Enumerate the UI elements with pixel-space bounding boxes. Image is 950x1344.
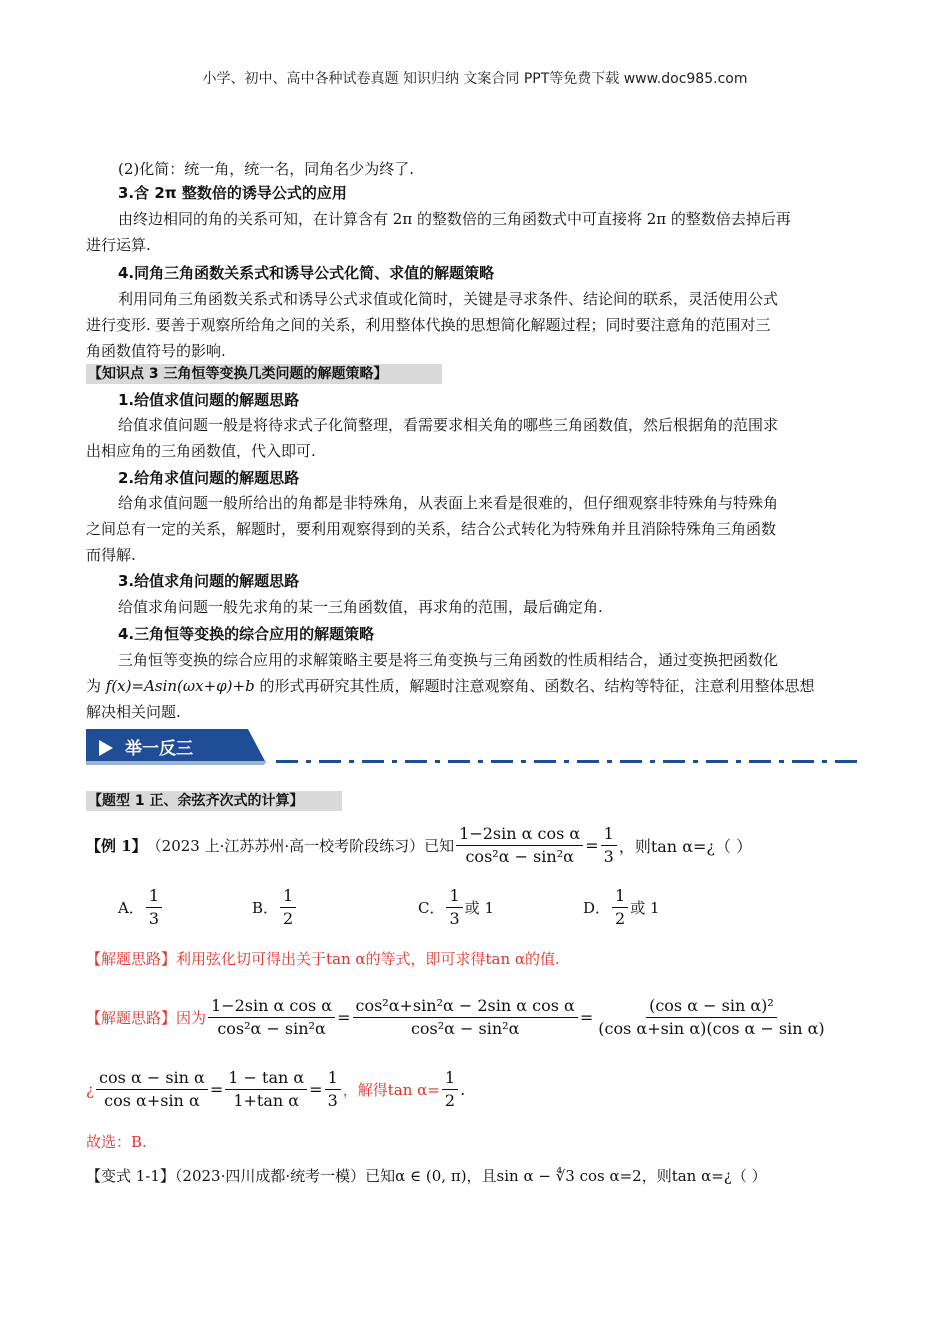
heading-strategy-4: 4.同角三角函数关系式和诱导公式化简、求值的解题策略 (118, 264, 495, 282)
option-c[interactable]: C． $\frac{1}{3}$ 或 1 (418, 886, 494, 928)
kp3-heading-4: 4.三角恒等变换的综合应用的解题策略 (118, 625, 375, 643)
kp3-heading-2: 2.给角求值问题的解题思路 (118, 469, 300, 487)
para-strategy-4: 利用同角三角函数关系式和诱导公式求值或化简时，关键是寻求条件、结论间的联系，灵活使用公式 进行变形. 要善于观察所给角之间的关系，利用整体代换的思想简化解题过程；同时要注意角的范围对三 角函数值符号的影响. (86, 290, 779, 360)
knowledge-point-3-title: 【知识点 3 三角恒等变换几类问题的解题策略】 (86, 364, 442, 384)
heading-2pi-induction: 3.含 2π 整数倍的诱导公式的应用 (118, 184, 347, 202)
kp3-para-2: 给角求值问题一般所给出的角都是非特殊角，从表面上来看是很难的，但仔细观察非特殊角与特殊角 之间总有一定的关系，解题时，要利用观察得到的关系，结合公式转化为特殊角并且消除特殊角三角函数 而得解. (86, 494, 779, 564)
solution-idea: 【解题思路】利用弦化切可得出关于tan α的等式，即可求得tan α的值. (86, 950, 560, 968)
page-header: 小学、初中、高中各种试卷真题 知识归纳 文案合同 PPT等免费下载 www.doc985.com (202, 71, 748, 87)
option-d[interactable]: D． $\frac{1}{2}$ 或 1 (583, 886, 660, 928)
example-fraction: $\frac{\text{1−2sin α cos α}}{\text{cos²α − sin²α}}$ (456, 823, 583, 868)
para-2pi: 由终边相同的角的关系可知，在计算含有 2π 的整数倍的三角函数式中可直接将 2π 的整数倍去掉后再 进行运算. (86, 210, 791, 254)
variant-1-1: 【变式 1-1】（2023·四川成都·统考一模）已知α ∈ (0, π)，且sin α − ∜3 cos α=2，则tan α=¿（ ） (86, 1167, 767, 1185)
solution-line-1: 【解题思路】因为 $\frac{\text{1−2sin α cos α}}{\text{cos²α − sin²α}}$ = $\frac{\text{cos²α+sin²α − 2sin α cos α}}{\text{cos²α − sin²α}}$ = $\frac{\text{(cos α − sin α)²}}{\text{(cos α+sin α)(cos α − sin α)}}$ (86, 996, 825, 1038)
simplify-rule: (2)化简：统一角，统一名，同角名少为终了. (118, 160, 415, 178)
play-icon (96, 738, 116, 758)
banner-dashed-line (276, 760, 860, 763)
kp3-heading-1: 1.给值求值问题的解题思路 (118, 391, 300, 409)
answer-line: 故选：B. (86, 1133, 147, 1151)
solution-line-2: ¿ $\frac{\text{cos α − sin α}}{\text{cos α+sin α}}$ = $\frac{\text{1 − tan α}}{\text{1+tan α}}$ = $\frac{1}{3}$ ，解得tan α= $\frac{1}{2}$ . (86, 1068, 466, 1110)
kp3-para-1: 给值求值问题一般是将待求式子化简整理，看需要求相关角的哪些三角函数值，然后根据角的范围求 出相应角的三角函数值，代入即可. (86, 416, 779, 460)
banner-label: 举一反三 (125, 739, 193, 759)
kp3-para-3: 给值求角问题一般先求角的某一三角函数值，再求角的范围，最后确定角. (118, 598, 603, 616)
kp3-heading-3: 3.给值求角问题的解题思路 (118, 572, 300, 590)
option-b[interactable]: B． $\frac{1}{2}$ (252, 885, 298, 930)
example-1: 【例 1】 （2023 上·江苏苏州·高一校考阶段练习）已知 $\frac{\text{1−2sin α cos α}}{\text{cos²α − sin²α}}$ = $\frac{1}{3}$ ，则tan α=¿（ ） (86, 824, 753, 866)
general-sine-formula: f(x)=Asin(ωx+φ)+b (105, 677, 255, 695)
example-value: $\frac{1}{3}$ (601, 823, 617, 868)
kp3-para-4: 三角恒等变换的综合应用的求解策略主要是将三角变换与三角函数的性质相结合，通过变换把函数化 为 f(x)=Asin(ωx+φ)+b 的形式再研究其性质，解题时注意观察角、函数名、结构等特征，注意利用整体思想 解决相关问题. (86, 651, 815, 721)
type-1-title: 【题型 1 正、余弦齐次式的计算】 (86, 791, 342, 811)
option-a[interactable]: A． $\frac{1}{3}$ (118, 885, 164, 930)
